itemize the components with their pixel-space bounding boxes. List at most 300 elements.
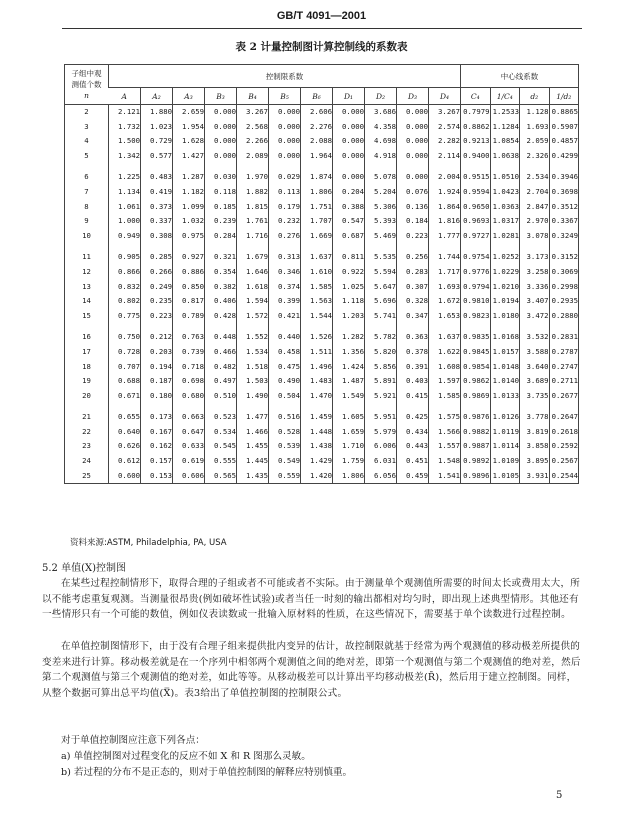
table-cell: 0.382 xyxy=(205,280,237,295)
table-cell: 2.574 xyxy=(429,120,461,135)
table-cell: 0.173 xyxy=(141,410,173,425)
table-cell: 1.438 xyxy=(301,439,333,454)
table-cell: 0.626 xyxy=(109,439,141,454)
table-cell: 0.729 xyxy=(141,134,173,149)
table-cell: 3.267 xyxy=(429,105,461,120)
table-cell: 1.864 xyxy=(429,200,461,215)
table-cell: 1.628 xyxy=(173,134,205,149)
table-cell: 1.356 xyxy=(333,345,365,360)
table-cell: 2.004 xyxy=(429,170,461,185)
table-row xyxy=(65,280,579,295)
table-cell: 0.000 xyxy=(333,170,365,185)
spacer-cell xyxy=(365,243,397,250)
spacer-cell xyxy=(490,403,520,410)
table-cell: 1.541 xyxy=(429,469,461,484)
table-cell: 1.924 xyxy=(429,185,461,200)
table-cell: 6.031 xyxy=(365,454,397,469)
table-cell: 0.283 xyxy=(397,265,429,280)
table-cell: 0.000 xyxy=(269,149,301,164)
table-cell: 1.0126 xyxy=(490,410,520,425)
table-cell: 0.707 xyxy=(109,360,141,375)
table-cell: 1.000 xyxy=(109,214,141,229)
table-row xyxy=(65,360,579,375)
table-cell: 1.496 xyxy=(301,360,333,375)
table-cell: 1.970 xyxy=(237,170,269,185)
table-cell: 1.563 xyxy=(301,294,333,309)
table-cell: 0.739 xyxy=(173,345,205,360)
row-n-cell: 21 xyxy=(82,412,91,422)
table-cell: 0.633 xyxy=(173,439,205,454)
table-cell: 1.0210 xyxy=(490,280,520,295)
table-cell: 1.429 xyxy=(301,454,333,469)
spacer-cell xyxy=(301,243,333,250)
row-n-cell: 24 xyxy=(82,456,91,466)
column-header: C₄ xyxy=(461,88,491,105)
table-cell: 0.113 xyxy=(269,185,301,200)
row-n-cell: 20 xyxy=(82,390,91,400)
table-cell: 0.9835 xyxy=(461,330,491,345)
table-cell: 0.4857 xyxy=(549,134,579,149)
table-cell: 0.3069 xyxy=(549,265,579,280)
row-n-cell: 3 xyxy=(84,121,89,131)
group-spacer xyxy=(65,243,579,250)
table-cell: 0.763 xyxy=(173,330,205,345)
spacer-cell xyxy=(520,323,550,330)
spacer-cell xyxy=(301,403,333,410)
table-cell: 2.659 xyxy=(173,105,205,120)
table-row xyxy=(65,149,579,164)
table-cell: 0.136 xyxy=(397,200,429,215)
table-cell: 1.552 xyxy=(237,330,269,345)
table-cell: 3.336 xyxy=(520,280,550,295)
table-row xyxy=(65,134,579,149)
table-cell: 1.134 xyxy=(109,185,141,200)
row-n-cell: 6 xyxy=(84,172,89,182)
table-row xyxy=(65,345,579,360)
table-header-row xyxy=(65,65,579,88)
table-cell: 1.0157 xyxy=(490,345,520,360)
table-cell: 0.5907 xyxy=(549,120,579,135)
table-cell: 2.568 xyxy=(237,120,269,135)
spacer-cell xyxy=(429,323,461,330)
table-cell: 1.477 xyxy=(237,410,269,425)
table-cell: 0.9896 xyxy=(461,469,491,484)
table-cell: 3.078 xyxy=(520,229,550,244)
spacer-cell xyxy=(237,323,269,330)
table-cell: 0.308 xyxy=(141,229,173,244)
table-cell: 3.895 xyxy=(520,454,550,469)
table-cell: 1.646 xyxy=(237,265,269,280)
section-heading: 5.2 单值(X)控制图 xyxy=(42,563,127,574)
row-n-cell: 25 xyxy=(65,469,109,484)
table-cell: 1.023 xyxy=(141,120,173,135)
table-cell: 0.000 xyxy=(397,120,429,135)
table-row xyxy=(65,389,579,404)
spacer-cell xyxy=(397,323,429,330)
spacer-cell xyxy=(429,243,461,250)
table-cell: 0.434 xyxy=(397,425,429,440)
table-row xyxy=(65,374,579,389)
table-cell: 0.483 xyxy=(141,170,173,185)
table-cell: 1.448 xyxy=(301,425,333,440)
row-n-cell: 4 xyxy=(84,136,89,146)
table-cell: 3.778 xyxy=(520,410,550,425)
table-cell: 5.306 xyxy=(365,200,397,215)
table-cell: 2.282 xyxy=(429,134,461,149)
table-cell: 0.728 xyxy=(109,345,141,360)
table-cell: 1.0510 xyxy=(490,170,520,185)
table-cell: 1.0168 xyxy=(490,330,520,345)
table-cell: 0.328 xyxy=(397,294,429,309)
spacer-cell xyxy=(490,163,520,170)
table-cell: 0.3946 xyxy=(549,170,579,185)
table-cell: 0.559 xyxy=(269,469,301,484)
table-cell: 1.815 xyxy=(237,200,269,215)
table-cell: 1.518 xyxy=(237,360,269,375)
table-cell: 0.354 xyxy=(205,265,237,280)
table-body xyxy=(65,105,579,484)
table-cell: 0.8865 xyxy=(549,105,579,120)
table-cell: 0.9515 xyxy=(461,170,491,185)
table-cell: 0.922 xyxy=(333,265,365,280)
spacer-cell xyxy=(109,163,141,170)
table-cell: 3.640 xyxy=(520,360,550,375)
column-header: B₄ xyxy=(237,88,269,105)
row-n-cell: 13 xyxy=(82,281,91,291)
table-cell: 0.802 xyxy=(109,294,141,309)
table-cell: 1.716 xyxy=(237,229,269,244)
table-cell: 2.704 xyxy=(520,185,550,200)
row-n-cell: 19 xyxy=(82,376,91,386)
table-row xyxy=(65,425,579,440)
table-cell: 0.458 xyxy=(269,345,301,360)
table-cell: 5.820 xyxy=(365,345,397,360)
table-cell: 0.2677 xyxy=(549,389,579,404)
table-cell: 0.577 xyxy=(141,149,173,164)
table-cell: 1.585 xyxy=(301,280,333,295)
table-cell: 1.954 xyxy=(173,120,205,135)
table-cell: 2.059 xyxy=(520,134,550,149)
table-cell: 0.2592 xyxy=(549,439,579,454)
table-cell: 0.516 xyxy=(269,410,301,425)
column-header: 1/C₄ xyxy=(490,88,520,105)
table-cell: 1.0140 xyxy=(490,374,520,389)
table-cell: 0.346 xyxy=(269,265,301,280)
table-cell: 0.000 xyxy=(269,105,301,120)
table-cell: 0.600 xyxy=(109,469,141,484)
table-cell: 0.167 xyxy=(141,425,173,440)
table-cell: 0.162 xyxy=(141,439,173,454)
column-header: B₆ xyxy=(301,88,333,105)
table-cell: 1.0105 xyxy=(490,469,520,484)
table-cell: 1.549 xyxy=(333,389,365,404)
table-cell: 0.284 xyxy=(205,229,237,244)
table-cell: 0.3512 xyxy=(549,200,579,215)
table-cell: 0.3152 xyxy=(549,250,579,265)
table-source: 资料来源:ASTM, Philadelphia, PA, USA xyxy=(70,538,227,548)
spacer-cell xyxy=(365,163,397,170)
table-cell: 1.0423 xyxy=(490,185,520,200)
table-cell: 0.9854 xyxy=(461,360,491,375)
table-cell: 0.490 xyxy=(269,374,301,389)
paragraph-1: 在某些过程控制情形下，取得合理的子组或者不可能或者不实际。由于测量单个观测值所需要的时间太长或费用太大，所以不能考虑重复观测。当测量很昂贵(例如破坏性试验)或者当任一时刻的输出都相对均匀时，即出现上述典型情形。其他还有一些情形只有一个可能的数值，例如仪表读数或一批输入原材料的性质，在这些情况下，需要基于单个读数进行过程控制。 xyxy=(42,578,581,621)
spacer-cell xyxy=(461,243,491,250)
table-cell: 1.0252 xyxy=(490,250,520,265)
group-spacer xyxy=(65,403,579,410)
column-header: D₃ xyxy=(397,88,429,105)
group-spacer xyxy=(65,323,579,330)
row-n-cell: 18 xyxy=(82,361,91,371)
table-cell: 0.2787 xyxy=(549,345,579,360)
table-cell: 0.688 xyxy=(109,374,141,389)
table-cell: 2.121 xyxy=(109,105,141,120)
table-cell: 1.548 xyxy=(429,454,461,469)
table-cell: 0.927 xyxy=(173,250,205,265)
table-cell: 0.2831 xyxy=(549,330,579,345)
table-cell: 0.443 xyxy=(397,439,429,454)
spacer-cell xyxy=(173,323,205,330)
table-cell: 0.9876 xyxy=(461,410,491,425)
table-row xyxy=(65,170,579,185)
table-row xyxy=(65,265,579,280)
table-cell: 1.0180 xyxy=(490,309,520,324)
page-header: GB/T 4091—2001 xyxy=(276,10,367,22)
table-cell: 0.373 xyxy=(141,200,173,215)
table-cell: 0.619 xyxy=(173,454,205,469)
spacer-cell xyxy=(549,243,579,250)
table-cell: 0.157 xyxy=(141,454,173,469)
table-cell: 1.503 xyxy=(237,374,269,389)
table-cell: 1.0317 xyxy=(490,214,520,229)
table-cell: 0.9794 xyxy=(461,280,491,295)
table-cell: 0.2647 xyxy=(549,410,579,425)
table-cell: 2.970 xyxy=(520,214,550,229)
table-cell: 1.0133 xyxy=(490,389,520,404)
table-cell: 1.287 xyxy=(173,170,205,185)
table-cell: 1.672 xyxy=(429,294,461,309)
table-cell: 0.866 xyxy=(109,265,141,280)
table-cell: 4.358 xyxy=(365,120,397,135)
table-cell: 0.9882 xyxy=(461,425,491,440)
table-cell: 0.565 xyxy=(205,469,237,484)
table-cell: 1.566 xyxy=(429,425,461,440)
row-n-cell: 16 xyxy=(82,332,91,342)
spacer-cell xyxy=(237,163,269,170)
table-cell: 6.056 xyxy=(365,469,397,484)
table-cell: 0.9727 xyxy=(461,229,491,244)
table-cell: 0.223 xyxy=(397,229,429,244)
table-cell: 0.187 xyxy=(141,374,173,389)
table-cell: 0.3367 xyxy=(549,214,579,229)
table-cell: 3.689 xyxy=(520,374,550,389)
table-cell: 1.637 xyxy=(301,250,333,265)
table-cell: 1.0114 xyxy=(490,439,520,454)
table-cell: 0.534 xyxy=(205,425,237,440)
table-cell: 0.030 xyxy=(205,170,237,185)
table-cell: 1.806 xyxy=(333,469,365,484)
table-cell: 3.588 xyxy=(520,345,550,360)
table-cell: 0.3249 xyxy=(549,229,579,244)
table-cell: 0.285 xyxy=(141,250,173,265)
table-cell: 0.428 xyxy=(205,309,237,324)
table-cell: 0.482 xyxy=(205,360,237,375)
table-cell: 1.594 xyxy=(237,294,269,309)
row-n-cell: 11 xyxy=(82,252,91,262)
table-cell: 1.761 xyxy=(237,214,269,229)
table-row xyxy=(65,454,579,469)
table-cell: 0.9213 xyxy=(461,134,491,149)
col-header-n-sub: n xyxy=(84,91,89,100)
table-cell: 5.782 xyxy=(365,330,397,345)
table-row xyxy=(65,439,579,454)
column-header: d₂ xyxy=(520,88,550,105)
spacer-cell xyxy=(109,243,141,250)
spacer-cell xyxy=(173,403,205,410)
table-cell: 3.472 xyxy=(520,309,550,324)
table-cell: 1.0229 xyxy=(490,265,520,280)
spacer-cell xyxy=(301,323,333,330)
spacer-cell xyxy=(429,163,461,170)
table-cell: 0.000 xyxy=(397,170,429,185)
table-cell: 0.337 xyxy=(141,214,173,229)
table-cell: 3.931 xyxy=(520,469,550,484)
row-n-cell: 10 xyxy=(82,230,91,240)
table-cell: 0.547 xyxy=(333,214,365,229)
spacer-cell xyxy=(461,163,491,170)
spacer-cell xyxy=(365,323,397,330)
table-row xyxy=(65,120,579,135)
table-cell: 1.487 xyxy=(333,374,365,389)
table-cell: 0.249 xyxy=(141,280,173,295)
column-header: A₂ xyxy=(141,88,173,105)
table-cell: 1.659 xyxy=(333,425,365,440)
table-cell: 2.114 xyxy=(429,149,461,164)
table-cell: 0.4299 xyxy=(549,149,579,164)
table-cell: 3.735 xyxy=(520,389,550,404)
row-n-cell: 2 xyxy=(84,107,89,116)
table-cell: 0.9887 xyxy=(461,439,491,454)
table-cell: 5.856 xyxy=(365,360,397,375)
table-row xyxy=(65,200,579,215)
spacer-cell xyxy=(205,243,237,250)
table-cell: 0.000 xyxy=(269,134,301,149)
spacer-cell xyxy=(549,403,579,410)
table-cell: 0.378 xyxy=(397,345,429,360)
table-cell: 1.608 xyxy=(429,360,461,375)
table-cell: 0.975 xyxy=(173,229,205,244)
table-cell: 0.185 xyxy=(205,200,237,215)
table-row xyxy=(65,229,579,244)
table-cell: 0.7979 xyxy=(461,105,491,120)
table-row xyxy=(65,469,579,484)
table-cell: 1.653 xyxy=(429,309,461,324)
table-cell: 0.194 xyxy=(141,360,173,375)
spacer-cell xyxy=(269,323,301,330)
table-cell: 1.483 xyxy=(301,374,333,389)
table-cell: 0.029 xyxy=(269,170,301,185)
column-header: D₁ xyxy=(333,88,365,105)
table-cell: 0.811 xyxy=(333,250,365,265)
table-cell: 5.891 xyxy=(365,374,397,389)
table-cell: 1.964 xyxy=(301,149,333,164)
table-cell: 1.618 xyxy=(237,280,269,295)
col-header-n-label: 子组中观测值个数 xyxy=(71,69,102,89)
column-header: B₃ xyxy=(205,88,237,105)
table-cell: 0.000 xyxy=(205,105,237,120)
table-cell: 1.710 xyxy=(333,439,365,454)
spacer-cell xyxy=(333,403,365,410)
row-n-cell: 7 xyxy=(84,186,89,196)
spacer-cell xyxy=(397,403,429,410)
table-cell: 0.000 xyxy=(333,120,365,135)
table-cell: 0.2618 xyxy=(549,425,579,440)
column-header: A₃ xyxy=(173,88,205,105)
table-cell: 5.741 xyxy=(365,309,397,324)
table-cell: 0.687 xyxy=(333,229,365,244)
row-n-cell: 23 xyxy=(82,441,91,451)
table-cell: 0.9810 xyxy=(461,294,491,309)
table-cell: 3.267 xyxy=(237,105,269,120)
table-cell: 1.707 xyxy=(301,214,333,229)
spacer-cell xyxy=(173,163,205,170)
table-cell: 0.388 xyxy=(333,200,365,215)
table-cell: 0.232 xyxy=(269,214,301,229)
spacer-cell xyxy=(333,323,365,330)
table-cell: 0.555 xyxy=(205,454,237,469)
spacer-cell xyxy=(173,243,205,250)
table-cell: 0.459 xyxy=(397,469,429,484)
table-cell: 0.2935 xyxy=(549,294,579,309)
table-cell: 2.089 xyxy=(237,149,269,164)
table-cell: 0.886 xyxy=(173,265,205,280)
table-cell: 0.000 xyxy=(397,149,429,164)
table-cell: 0.680 xyxy=(173,389,205,404)
table-cell: 0.391 xyxy=(397,360,429,375)
table-cell: 0.475 xyxy=(269,360,301,375)
table-cell: 1.597 xyxy=(429,374,461,389)
table-cell: 1.459 xyxy=(301,410,333,425)
spacer-cell xyxy=(333,243,365,250)
table-cell: 5.951 xyxy=(365,410,397,425)
table-cell: 2.266 xyxy=(237,134,269,149)
table-cell: 0.000 xyxy=(205,134,237,149)
table-cell: 0.153 xyxy=(141,469,173,484)
spacer-cell xyxy=(490,323,520,330)
table-cell: 1.679 xyxy=(237,250,269,265)
table-cell: 1.025 xyxy=(333,280,365,295)
table-cell: 0.2998 xyxy=(549,280,579,295)
spacer-cell xyxy=(461,323,491,330)
table-cell: 1.744 xyxy=(429,250,461,265)
table-cell: 0.000 xyxy=(397,134,429,149)
spacer-cell xyxy=(141,323,173,330)
table-cell: 2.326 xyxy=(520,149,550,164)
table-cell: 5.594 xyxy=(365,265,397,280)
table-cell: 0.403 xyxy=(397,374,429,389)
table-cell: 1.424 xyxy=(333,360,365,375)
table-cell: 3.407 xyxy=(520,294,550,309)
table-cell: 0.000 xyxy=(205,120,237,135)
page-number: 5 xyxy=(556,790,563,801)
table-cell: 0.374 xyxy=(269,280,301,295)
table-row xyxy=(65,185,579,200)
table-cell: 1.470 xyxy=(301,389,333,404)
group-header-center: 中心线系数 xyxy=(461,65,579,88)
table-cell: 1.693 xyxy=(429,280,461,295)
table-cell: 0.000 xyxy=(333,105,365,120)
column-header-row xyxy=(65,88,579,105)
column-header: A xyxy=(109,88,141,105)
